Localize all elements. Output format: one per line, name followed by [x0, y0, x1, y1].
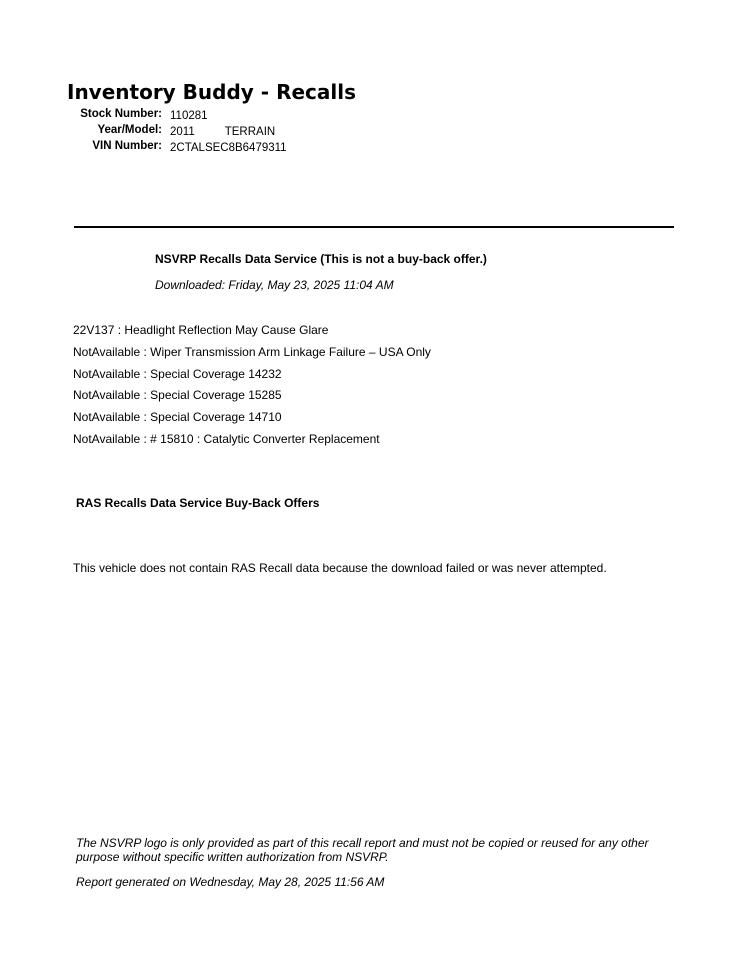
nsvrp-heading: NSVRP Recalls Data Service (This is not a buy-back offer.) [155, 252, 487, 266]
report-title: Inventory Buddy - Recalls [67, 80, 356, 104]
recall-item: NotAvailable : Special Coverage 15285 [73, 388, 282, 403]
recall-item: NotAvailable : # 15810 : Catalytic Converter Replacement [73, 431, 380, 446]
section-divider [74, 226, 674, 228]
model-year: 2011 [170, 126, 195, 138]
year-model-value [170, 126, 275, 138]
stock-number-label: Stock Number: [80, 108, 162, 120]
model-name: TERRAIN [224, 126, 276, 138]
stock-number-value: 110281 [170, 110, 208, 122]
recall-item: 22V137 : Headlight Reflection May Cause Glare [73, 323, 329, 337]
nsvrp-recall-list [73, 323, 431, 454]
ras-heading: RAS Recalls Data Service Buy-Back Offers [76, 496, 320, 510]
year-model-label: Year/Model: [97, 124, 162, 136]
recall-item: NotAvailable : Wiper Transmission Arm Linkage Failure – USA Only [73, 344, 431, 359]
vin-number-label: VIN Number: [92, 140, 162, 152]
ras-status-note: This vehicle does not contain RAS Recall data because the download failed or was never attempted. [73, 561, 607, 575]
nsvrp-downloaded-date: Downloaded: Friday, May 23, 2025 11:04 AM [155, 278, 394, 292]
report-generated-date: Report generated on Wednesday, May 28, 2025 11:56 AM [76, 875, 385, 889]
vin-number-value: 2CTALSEC8B6479311 [170, 142, 287, 154]
recall-item: NotAvailable : Special Coverage 14232 [73, 366, 282, 381]
footer-disclaimer: The NSVRP logo is only provided as part of this recall report and must not be copied or reused for any other purpose without specific written authorization from NSVRP. [76, 836, 649, 864]
recall-item: NotAvailable : Special Coverage 14710 [73, 410, 282, 425]
